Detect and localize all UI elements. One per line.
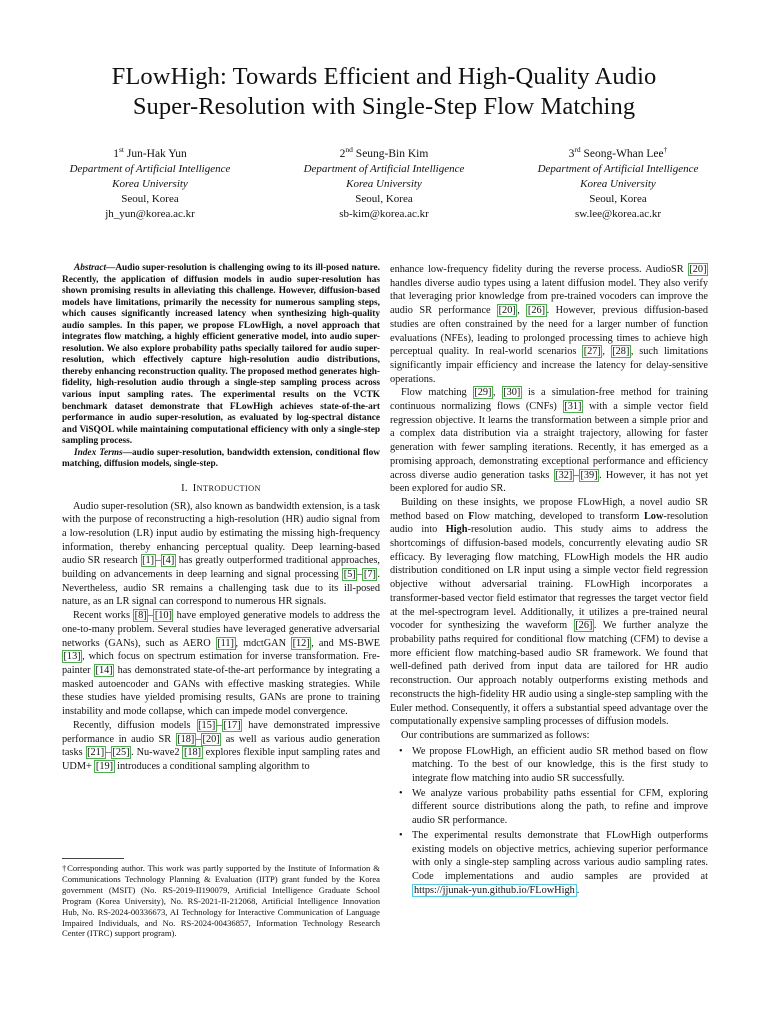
author-ordinal: 1 [113,147,119,160]
author-mark: † [663,145,668,154]
citation-link[interactable]: [26] [527,305,546,317]
citation-link[interactable]: [13] [63,651,81,663]
author-city: Seoul, Korea [121,192,179,205]
author-email: sb-kim@korea.ac.kr [339,207,429,220]
author-2 [274,142,494,222]
citation-link[interactable]: [30] [503,387,521,399]
author-ordinal: 2 [339,147,346,160]
abstract-label: Abstract [74,263,107,273]
citation-link[interactable]: [10] [154,610,172,622]
citation-link[interactable]: [8] [134,610,147,622]
paper-title [40,62,728,122]
citation-link[interactable]: [29] [474,387,492,399]
citation-link[interactable]: [39] [580,469,598,481]
citation-link[interactable]: [21] [87,747,105,759]
project-url-link[interactable]: https://jjunak-yun.github.io/FLowHigh [414,884,575,896]
author-email: sw.lee@korea.ac.kr [574,207,662,220]
author-ordinal-suffix: nd [345,145,353,154]
author-department: Department of Artificial Intelligence [537,162,699,175]
citation-link[interactable]: [26] [575,620,593,632]
author-name: Seong-Whan Lee [583,147,664,160]
footnote-divider [62,858,124,859]
citation-link[interactable]: [5] [343,569,356,581]
citation-link[interactable]: [27] [583,346,601,358]
citation-link[interactable]: [31] [564,401,582,413]
list-item: • We propose FLowHigh, an efficient audio SR method based on flow matching. To the best of our knowledge, this is the first study to integrate flow matching into audio SR successfully. [399,745,708,785]
intro-paragraph-6: Building on these insights, we propose FLowHigh, a novel audio SR method based on Flow matching, developed to transform Low-resolution audio into High-resolution audio. This study aims to address the shortcomings of diffusion-based models, concurrently elevating audio SR efficacy. By leveraging flow matching, FLowHigh models the HR audio distribution conditioned on LR input using a simple vector field regression objective without adversarial training. FLowHigh incorporates a transformer-based vector field estimator that regresses the target vector field at the mel-spectrogram level. Additionally, it utilizes a pre-trained neural vocoder for synthesizing the waveform [26] . We further analyze the probability paths required for conditional flow matching (CFM) to devise a more efficient flow matching-based audio SR framework. We found that well-defined path derived from input data are tailored for HR audio reconstruction. Our approach notably outperforms existing methods and reconstructs the high-fidelity HR audio using a single-step sampling with the Euler method. Consequently, it offers a substantial speed advantage over the computationally expensive sampling processes of diffusion models. [390,496,709,728]
citation-link[interactable]: [20] [689,264,707,275]
abstract-text: —Audio super-resolution is challenging owing to its ill-posed nature. Recently, the application of diffusion models in audio super-resolution has shown promising results in alleviating this challenge. However, diffusion-based models have limitations, primarily the necessity for numerous sampling steps, which causes significantly increased latency when synthesizing high-quality audio samples. In this paper, we propose FLowHigh, a novel approach that integrates flow matching, a highly efficient generative model, into audio super-resolution. We also explore probability paths specially tailored for audio super-resolution, which effectively capture high-resolution audio distributions, thereby enhancing reconstruction quality. The proposed method generates high-fidelity, high-resolution audio through a single-step sampling process across various input sampling rates. The experimental results on the VCTK benchmark dataset demonstrate that FLowHigh achieves state-of-the-art performance in audio super-resolution, as evaluated by log-spectral distance and ViSQOL while maintaining computational efficiency with only a single-step sampling process. [62,263,380,447]
citation-link[interactable]: [7] [363,569,376,581]
citation-link[interactable]: [19] [95,760,114,772]
author-ordinal: 3 [568,147,575,160]
citation-link[interactable]: [14] [95,664,113,676]
citation-link[interactable]: [18] [183,747,202,759]
author-department: Department of Artificial Intelligence [303,162,465,175]
list-item: • We analyze various probability paths essential for CFM, exploring different source distributions along the path, to refine and improve audio SR performance. [399,787,708,827]
author-university: Korea University [112,177,188,190]
list-item: • The experimental results demonstrate that FLowHigh outperforms existing models on objective metrics, achieving superior performance with only a single-step sampling across various audio sampling rates. Code implementations and audio samples are provided at https://jjunak-yun.github.io/FLowHigh . [399,829,708,896]
citation-link[interactable]: [25] [112,747,130,759]
index-terms-label: Index Terms [74,447,123,458]
footnote [62,863,380,939]
author-university: Korea University [346,177,422,190]
author-1 [40,142,260,222]
author-email: jh_yun@korea.ac.kr [105,207,195,220]
citation-link[interactable]: [20] [498,305,516,317]
intro-paragraph-5: Flow matching [29] , [30] is a simulation-free method for training continuous normalizing flows (CNFs) [31] with a simple vector field regression objective. It learns the transformation between a simple prior and a complex data distribution via a straight trajectory, allowing for faster generation with fewer sampling iterations. Recently, it has emerged as a promising approach, demonstrating exceptional performance and efficiency across diverse audio generation tasks [32] – [39] . However, it has not yet been explored for audio SR. [390,387,709,495]
author-department: Department of Artificial Intelligence [69,162,231,175]
citation-link[interactable]: [15] [198,719,216,731]
author-university: Korea University [580,177,656,190]
bullet-icon: • [399,787,403,799]
section-title-initial: I [192,482,197,494]
author-city: Seoul, Korea [355,192,413,205]
title-line-1: FLowHigh: Towards Efficient and High-Quality Audio [111,63,657,90]
contributions-intro: Our contributions are summarized as follows: [401,729,590,741]
intro-paragraph-2: Recent works [8] – [10] have employed generative models to address the one-to-many problem. Several studies have leveraged generative adversarial networks (GANs), such as AERO [11] , mdctGAN [12] , and MS-BWE [13] , which focus on spectrum estimation for inverse transformation. Fre-painter [14] has demonstrated state-of-the-art performance by integrating a masked autoencoder and GANs with effective masking strategies. While these studies have yielded promising results, GANs are prone to training instability and mode collapse, which can impede model convergence. [62,610,380,718]
section-title-rest: NTRODUCTION [196,483,261,493]
right-column [390,263,708,898]
citation-link[interactable]: [12] [292,637,310,649]
index-terms-text: —audio super-resolution, bandwidth extension, conditional flow matching, diffusion models, single-step. [62,447,380,470]
citation-link[interactable]: [18] [177,733,195,745]
citation-link[interactable]: [17] [223,719,241,731]
left-column [62,263,380,774]
bullet-icon: • [399,829,403,841]
abstract [62,263,380,471]
author-ordinal-suffix: st [118,145,124,154]
intro-paragraph-1: Audio super-resolution (SR), also known as bandwidth extension, is a task with the purpose of reconstructing a high-resolution (HR) audio signal from a low-resolution (LR) input audio by estimating the missing high-frequency information, thereby enhancing perceptual quality. Deep learning-based audio SR research [1] – [4] has greatly outperformed traditional approaches, building on advancements in deep learning and signal processing [5] – [7] . Nevertheless, audio SR remains a challenging task due to its ill-posed nature, as an LR signal can correspond to numerous HR signals. [62,500,380,608]
title-line-2: Super-Resolution with Single-Step Flow Matching [132,93,636,120]
footnote-text: Corresponding author. This work was partly supported by the Institute of Information & Communications Technology Planning & Evaluation (IITP) grant funded by the Korea government (MSIT) (No. RS-2019-II190079, Artificial Intelligence Graduate School Program (Korea University), No. RS-2021-II-212068, Artificial Intelligence Innovation Hub, No. RS-2024-00336673, AI Technology for Interactive Communication of Language Impaired Individuals, and No. RS-2024-00436857, Information Technology Research Center (ITRC) support program). [62,863,380,939]
citation-link[interactable]: [32] [555,469,573,481]
citation-link[interactable]: [1] [142,555,155,567]
bullet-icon: • [399,745,403,757]
author-ordinal-suffix: rd [574,145,581,154]
intro-paragraph-3: Recently, diffusion models [15] – [17] have demonstrated impressive performance in audio SR [18] – [20] as well as various audio generation tasks [21] – [25] . Nu-wave2 [18] explores flexible input sampling rates and UDM+ [19] introduces a conditional sampling algorithm to [62,719,380,772]
citation-link[interactable]: [4] [162,555,175,567]
contributions-list [390,745,708,898]
author-city: Seoul, Korea [589,192,647,205]
citation-link[interactable]: [11] [217,637,234,649]
author-name: Jun-Hak Yun [126,147,187,160]
author-name: Seung-Bin Kim [355,147,429,160]
author-3 [508,142,728,222]
section-heading-introduction [62,482,380,496]
section-number: I. [181,482,188,494]
intro-paragraph-4: enhance low-frequency fidelity during the reverse process. AudioSR [20] handles diverse audio types using a latent diffusion model. They also verify that leveraging prior knowledge from pre-trained vocoders can improve the audio SR performance [20] , [26] . However, previous diffusion-based studies are often constrained by the need for a larger number of function evaluations (NFEs), leading to prolonged processing times to achieve high perceptual quality. In real-world scenarios [27] , [28] , such limitations significantly impair efficiency and increase the latency for delay-sensitive operations. [390,264,708,385]
citation-link[interactable]: [28] [612,346,630,358]
citation-link[interactable]: [20] [202,733,220,745]
footnote-mark: † [62,863,68,873]
